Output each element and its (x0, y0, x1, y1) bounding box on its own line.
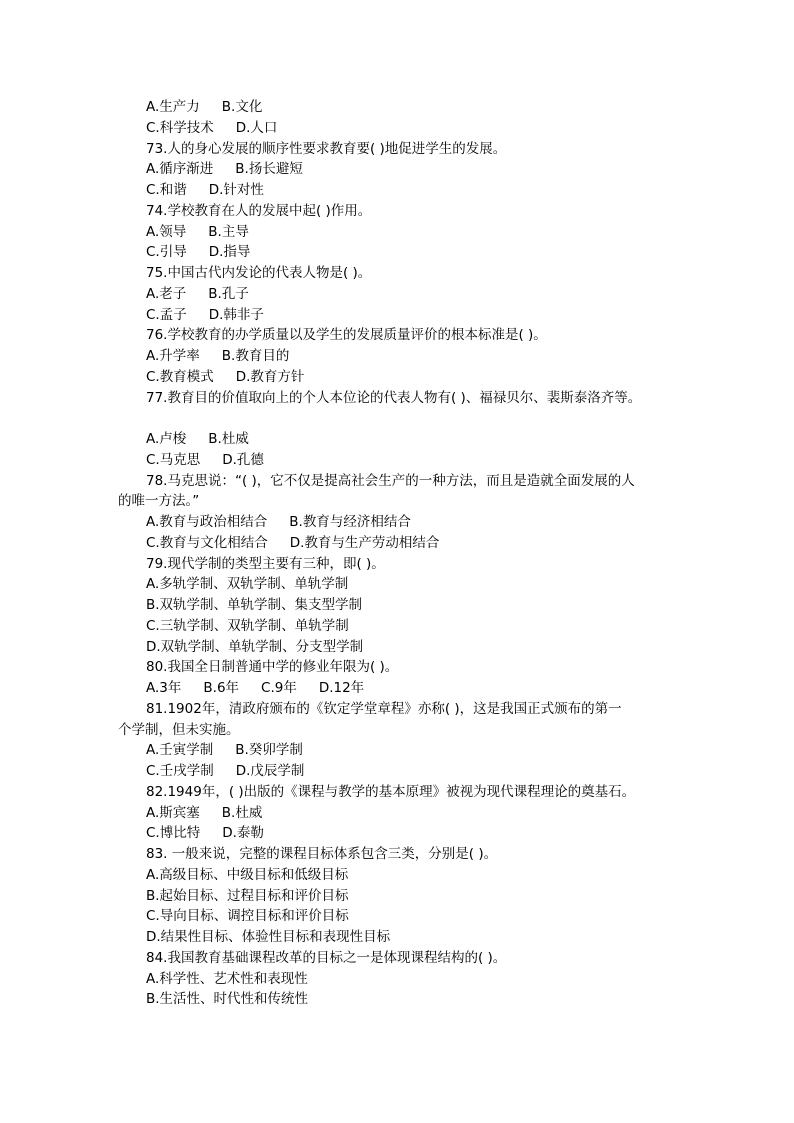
answer-option: D.指导 (208, 244, 251, 261)
question-stem: 81.1902年，清政府颁布的《钦定学堂章程》亦称( )，这是我国正式颁布的第一 (146, 700, 622, 717)
answer-option: C.壬戌学制 (146, 763, 214, 779)
question-stem: 78.马克思说：“( )，它不仅是提高社会生产的一种方法，而且是造就全面发展的人 (146, 472, 635, 489)
question-stem: 79.现代学制的类型主要有三种，即( )。 (146, 555, 385, 572)
answer-option: A.高级目标、中级目标和低级目标 (146, 866, 349, 883)
answer-options-row (118, 823, 678, 844)
answer-options-row (118, 865, 678, 886)
answer-option: B.杜威 (221, 804, 263, 821)
question-continuation: 个学制，但未实施。 (118, 721, 240, 738)
answer-option: D.双轨学制、单轨学制、分支型学制 (146, 638, 364, 655)
answer-option: A.卢梭 (146, 431, 187, 447)
answer-option: A.斯宾塞 (146, 804, 200, 821)
answer-options-row (118, 637, 678, 658)
question-stem: 83. 一般来说，完整的课程目标体系包含三类，分别是( )。 (146, 846, 498, 862)
question-continuation: 的唯一方法。” (118, 493, 200, 510)
answer-option: B.扬长避短 (235, 161, 303, 178)
answer-option: A.3年 (146, 680, 182, 696)
answer-options-row (118, 242, 678, 263)
answer-options-row (118, 512, 678, 533)
answer-option: D.教育与生产劳动相结合 (289, 534, 440, 551)
answer-options-row (118, 678, 678, 699)
answer-option: C.博比特 (146, 825, 201, 842)
answer-option: B.起始目标、过程目标和评价目标 (146, 887, 349, 904)
question-stem: 80.我国全日制普通中学的修业年限为( )。 (146, 659, 399, 676)
answer-options-row (118, 574, 678, 595)
answer-options-row (118, 118, 678, 139)
answer-options-row (118, 159, 678, 180)
answer-option: B.6年 (203, 680, 240, 696)
answer-option: A.科学性、艺术性和表现性 (146, 970, 308, 987)
answer-option: C.孟子 (146, 306, 187, 323)
answer-options-row (118, 450, 678, 471)
answer-options-row (118, 740, 678, 761)
answer-options-row (118, 533, 678, 554)
answer-option: C.教育与文化相结合 (146, 534, 268, 551)
answer-option: C.三轨学制、双轨学制、单轨学制 (146, 617, 349, 634)
answer-option: A.升学率 (146, 348, 200, 364)
question-stem: 82.1949年，( )出版的《课程与教学的基本原理》被视为现代课程理论的奠基石。 (146, 783, 636, 800)
answer-options-row (118, 305, 678, 326)
answer-options-row (118, 803, 678, 824)
answer-option: D.韩非子 (208, 306, 264, 323)
answer-option: C.科学技术 (146, 119, 214, 136)
answer-option: A.壬寅学制 (146, 742, 214, 759)
answer-option: B.主导 (208, 223, 249, 240)
answer-option: B.杜威 (208, 431, 249, 447)
answer-option: C.引导 (146, 244, 187, 261)
question-stem: 73.人的身心发展的顺序性要求教育要( )地促进学生的发展。 (146, 140, 507, 157)
answer-option: D.结果性目标、体验性目标和表现性目标 (146, 929, 391, 945)
answer-options-row (118, 222, 678, 243)
answer-option: D.孔德 (222, 451, 264, 468)
answer-option: A.生产力 (146, 99, 200, 115)
answer-option: B.教育与经济相结合 (289, 514, 411, 530)
answer-options-row (118, 346, 678, 367)
answer-option: C.9年 (261, 680, 297, 696)
answer-options-row (118, 906, 678, 927)
answer-options-row (118, 927, 678, 948)
question-stem: 75.中国古代内发论的代表人物是( )。 (146, 265, 372, 281)
question-stem: 84.我国教育基础课程改革的目标之一是体现课程结构的( )。 (146, 949, 507, 966)
answer-options-row (118, 284, 678, 305)
answer-option: A.循序渐进 (146, 161, 214, 178)
answer-option: B.生活性、时代性和传统性 (146, 991, 309, 1008)
answer-option: B.孔子 (208, 285, 249, 302)
answer-option: D.人口 (235, 119, 278, 136)
answer-option: C.马克思 (146, 451, 201, 468)
answer-option: B.双轨学制、单轨学制、集支型学制 (146, 597, 363, 613)
answer-options-row (118, 367, 678, 388)
question-stem: 76.学校教育的办学质量以及学生的发展质量评价的根本标准是( )。 (146, 327, 547, 344)
answer-options-row (118, 97, 678, 118)
answer-options-row (118, 595, 678, 616)
answer-option: D.12年 (318, 680, 365, 696)
answer-option: A.领导 (146, 223, 187, 240)
answer-option: A.多轨学制、双轨学制、单轨学制 (146, 576, 349, 593)
answer-option: D.教育方针 (235, 368, 305, 385)
question-stem: 74.学校教育在人的发展中起( )作用。 (146, 202, 372, 219)
answer-options-row (118, 989, 678, 1010)
answer-options-row (118, 761, 678, 782)
answer-option: D.针对性 (208, 182, 264, 198)
answer-option: C.教育模式 (146, 368, 214, 385)
answer-options-row (118, 616, 678, 637)
answer-option: D.泰勒 (222, 825, 264, 842)
document-page (118, 97, 678, 1010)
answer-option: B.癸卯学制 (235, 742, 303, 759)
answer-options-row (118, 180, 678, 201)
answer-option: D.戊辰学制 (235, 763, 305, 779)
answer-option: C.导向目标、调控目标和评价目标 (146, 908, 349, 925)
answer-option: B.教育目的 (221, 348, 290, 364)
answer-option: A.老子 (146, 285, 187, 302)
question-stem: 77.教育目的价值取向上的个人本位论的代表人物有( )、福禄贝尔、裴斯泰洛齐等。 (146, 389, 642, 406)
answer-option: C.和谐 (146, 182, 187, 198)
answer-option: B.文化 (221, 99, 263, 115)
blank-line (118, 408, 678, 429)
answer-option: A.教育与政治相结合 (146, 514, 268, 530)
answer-options-row (118, 969, 678, 990)
answer-options-row (118, 429, 678, 450)
answer-options-row (118, 886, 678, 907)
